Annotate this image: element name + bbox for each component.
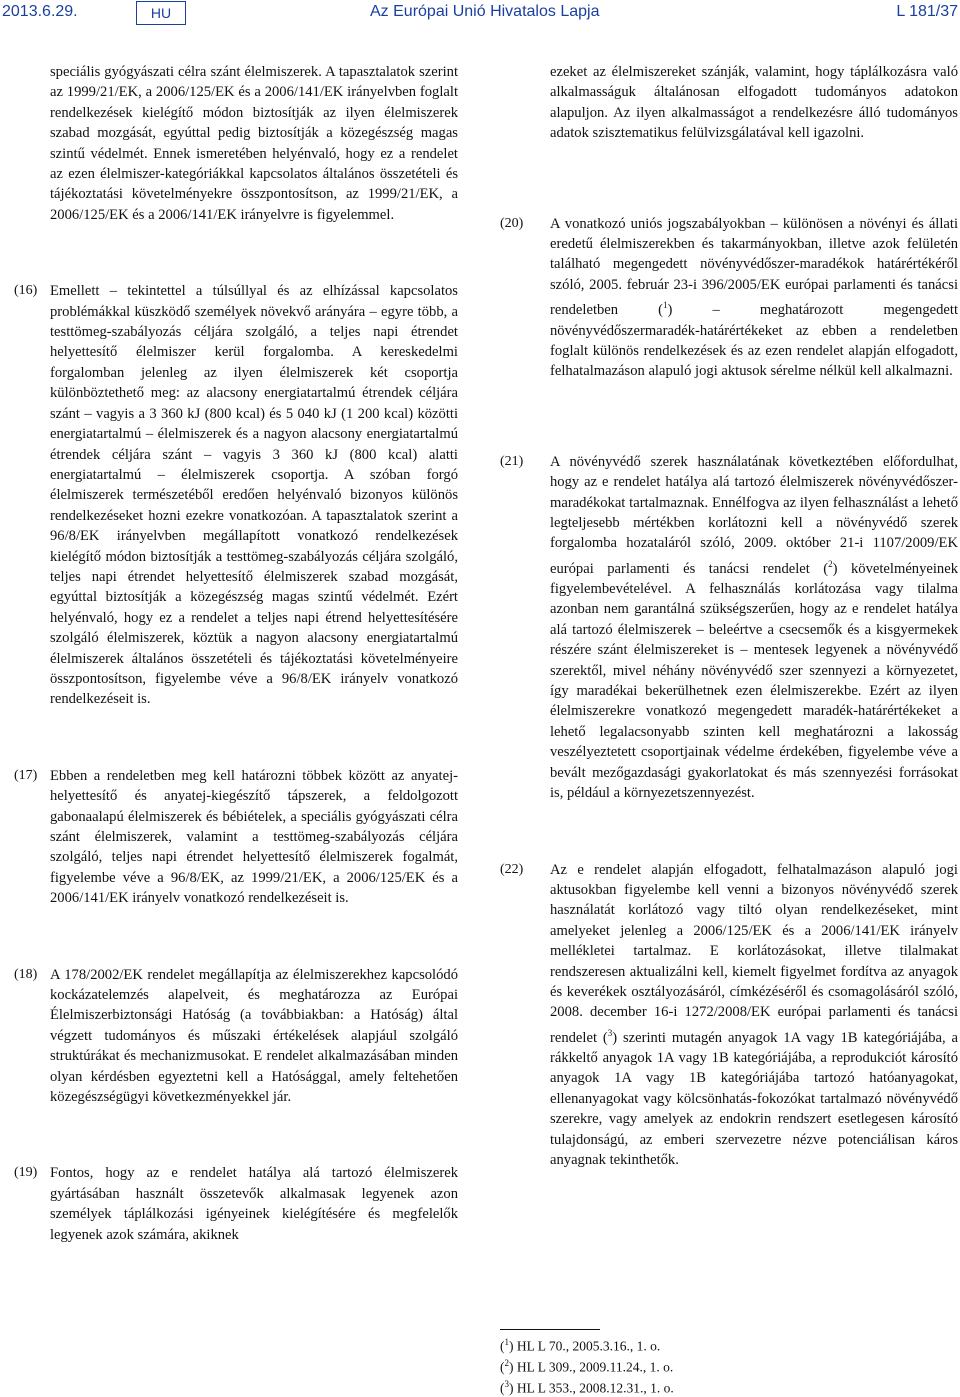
- recital-text: Emellett – tekintettel a túlsúllyal és az elhízással kapcsolatos problémákkal küszködő személyek növekvő arányára – egyre több, a testtömeg-szabályozás céljára szolgáló, a teljes napi étrendet helyettesítő élelmiszer kerül forgalomba. A kereskedelmi forgalomban jelenleg az ilyen élelmiszerek két csoportja különböztethető meg: az alacsony energiatartalmú étrendek céljára szánt – vagyis a 3 360 kJ (800 kcal) és 5 040 kJ (1 200 kcal) közötti energiatartalmú – élelmiszerek és a nagyon alacsony energiatartalmú étrendek céljára szánt – vagyis 3 360 kJ (800 kcal) alatti energiatartalmú – élelmiszerek csoportja. A szóban forgó élelmiszerek természetéből eredően helyénvaló bizonyos különös rendelkezéseket hozni ezekre vonatkozóan. A tapasztalatok szerint a 96/8/EK irányelvben megállapított vonatkozó rendelkezések kielégítő módon biztosítják a testtömeg-szabályozás céljára szolgáló, teljes napi étrendet helyettesítő élelmiszerek szabad mozgását, egyúttal biztosítják a közegészség magas szintű védelmét. Ezért helyénvaló, hogy ez a rendelet a teljes napi étrend helyettesítésére szolgáló élelmiszerek, köztük a nagyon alacsony energiatartalmú élelmiszerek általános összetételi és tájékoztatási követelményeire összpontosítson, figyelembe véve a 96/8/EK irányelv vonatkozó rendelkezéseit is.: [50, 283, 458, 708]
- language-badge: HU: [136, 1, 186, 25]
- journal-title: Az Európai Unió Hivatalos Lapja: [370, 3, 600, 20]
- publication-date: 2013.6.29.: [2, 3, 78, 20]
- page-header: [0, 0, 960, 30]
- recital-text: A vonatkozó uniós jogszabályokban – különösen a növényi és állati eredetű élelmiszerekben és takarmányokban, illetve azok felületén található megengedett növényvédőszer-maradékok határértékéről szóló, 2005. február 23-i 396/2005/EK európai parlamenti és tanácsi rendeletben ($^1$) – meghatározott megengedett növényvédőszermaradék-határértékeket az ebben a rendeletben foglalt különös rendelkezések és az ezen rendelet alapján elfogadott, felhatalmazáson alapuló jogi aktusok sérelme nélkül kell alkalmazni.: [550, 215, 958, 380]
- recital-19: [14, 1163, 458, 1245]
- footnote-ref[interactable]: 1: [663, 300, 668, 311]
- footnote-ref[interactable]: 3: [607, 1027, 613, 1038]
- right-column: [500, 62, 958, 1170]
- recital-number: (19): [14, 1165, 38, 1181]
- recital-number: (16): [14, 283, 38, 299]
- recital-text: Fontos, hogy az e rendelet hatálya alá tartozó élelmiszerek gyártásában használt összetevők alkalmasak legyenek azon személyek táplálkozási igényeinek kielégítésére és megfelelők legyenek azok számára, akiknek: [50, 1165, 458, 1243]
- recital-number: (21): [500, 453, 524, 469]
- recital-17: [14, 766, 458, 909]
- recital-text: A 178/2002/EK rendelet megállapítja az élelmiszerekhez kapcsolódó kockázatelemzés alapelveit, és meghatározza az Európai Élelmiszerbiztonsági Hatóság (a továbbiakban: a Hatóság) által végzett tudományos és műszaki értékelések alapjául szolgáló struktúrákat és mechanizmusokat. E rendelet alkalmazásában minden olyan kérdésben egyeztetni kell a Hatósággal, amely feltehetően közegészségügyi következményekkel jár.: [50, 966, 458, 1106]
- footnotes: [500, 1329, 958, 1397]
- recital-18: [14, 965, 458, 1108]
- footnote-divider: [500, 1329, 600, 1330]
- recital-number: (17): [14, 767, 38, 783]
- recital-text: A növényvédő szerek használatának következtében előfordulhat, hogy az e rendelet hatálya alá tartozó élelmiszerek növényvédőszer-maradékokat tartalmaznak. Ennélfogva az ilyen felhasználást a lehető legteljesebb mértékben korlátozni kell a növényvédő szerek forgalomba hozataláról szóló, 2009. október 21-i 1107/2009/EK európai parlamenti és tanácsi rendelet ($^2$) követelményeinek figyelembevételével. A felhasználás korlátozása vagy tilalma azonban nem garantálná szükségszerűen, hogy az e rendelet hatálya alá tartozó élelmiszerek – beleértve a csecsemők és a kisgyermekek részére szánt élelmiszereket is – mentesek legyenek a növényvédő szerektől, mivel néhány növényvédő szer szennyezi a környezetet, így maradékai bekerülhetnek ezen élelmiszerekbe. Ezért az ilyen élelmiszerekre vonatkozó megengedett maradék-határértékeket a lehető legalacsonyabb szinten kell meghatározni a lakosság veszélyeztetett csoportjainak védelme érdekében, figyelembe véve a bevált mezőgazdasági gyakorlatokat és más szennyezési forrásokat is, például a környezetszennyezést.: [550, 453, 958, 802]
- footnote: ($^1$) HL L 70., 2005.3.16., 1. o.: [500, 1337, 661, 1354]
- recital-16: [14, 281, 458, 710]
- recital-15-continuation: speciális gyógyászati célra szánt élelmiszerek. A tapasztalatok szerint az 1999/21/EK, a 2006/125/EK és a 2006/141/EK irányelvben foglalt rendelkezések kielégítő módon biztosítják az ilyen élelmiszerek szabad mozgását, egyúttal pedig biztosítják a közegészség magas szintű védelmét. Ennek ismeretében helyénvaló, hogy ez a rendelet az ezen élelmiszer-kategóriákkal kapcsolatos általános összetételi és tájékoztatási követelményekre összpontosítson, az 1999/21/EK, a 2006/125/EK és a 2006/141/EK irányelvre is figyelemmel.: [50, 64, 458, 223]
- page-reference: L 181/37: [896, 3, 958, 20]
- recital-number: (22): [500, 861, 524, 877]
- recital-19-continuation: ezeket az élelmiszereket szánják, valamint, hogy táplálkozásra való alkalmasságuk általánosan elfogadott tudományos adatokon alapuljon. Az ilyen alkalmasságot a rendelkezésre álló tudományos adatok szisztematikus felülvizsgálatával kell igazolni.: [550, 64, 958, 142]
- footnote: ($^2$) HL L 309., 2009.11.24., 1. o.: [500, 1357, 674, 1375]
- recital-number: (18): [14, 966, 38, 982]
- left-column: [14, 62, 458, 1245]
- recital-22: [500, 860, 958, 1171]
- recital-text: Az e rendelet alapján elfogadott, felhatalmazáson alapuló jogi aktusokban figyelembe kell venni a bizonyos növényvédő szerek használatát korlátozó vagy tiltó olyan rendelkezéseket, mint amelyeket jelenleg a 2006/125/EK és a 2006/141/EK irányelv mellékletei tartalmaz. E korlátozásokat, illetve tilalmakat rendszeresen aktualizálni kell, kiemelt figyelmet fordítva az anyagok és keverékek osztályozásáról, címkézéséről és csomagolásáról szóló, 2008. december 16-i 1272/2008/EK európai parlamenti és tanácsi rendelet ($^3$) szerinti mutagén anyagok 1A vagy 1B kategóriájába, a rákkeltő anyagok 1A vagy 1B kategóriájába, a reprodukciót károsító anyagok 1A vagy 1B kategóriájába tartozó hatóanyagokat, ellenanyagokat vagy kölcsönhatás-fokozókat tartalmazó növényvédő szerekre, vagy amelyek az endokrin rendszert esetlegesen károsító tulajdonságú, az emberi szervezetre nézve potenciálisan káros anyagnak tekinthetők.: [550, 861, 958, 1169]
- recital-number: (20): [500, 215, 524, 231]
- footnote: ($^3$) HL L 353., 2008.12.31., 1. o.: [500, 1378, 674, 1396]
- recital-21: [500, 452, 958, 804]
- footnote-ref[interactable]: 2: [828, 558, 833, 569]
- recital-20: [500, 214, 958, 382]
- recital-text: Ebben a rendeletben meg kell határozni többek között az anyatej-helyettesítő és anyatej-kiegészítő tápszerek, a feldolgozott gabonaalapú élelmiszerek és bébiételek, a speciális gyógyászati célra szánt élelmiszerek, valamint a testtömeg-szabályozás céljára szolgáló, teljes napi étrendet helyettesítő élelmiszerek fogalmát, figyelembe véve a 96/8/EK, az 1999/21/EK, a 2006/125/EK és a 2006/141/EK irányelv vonatkozó rendelkezéseit is.: [50, 767, 458, 907]
